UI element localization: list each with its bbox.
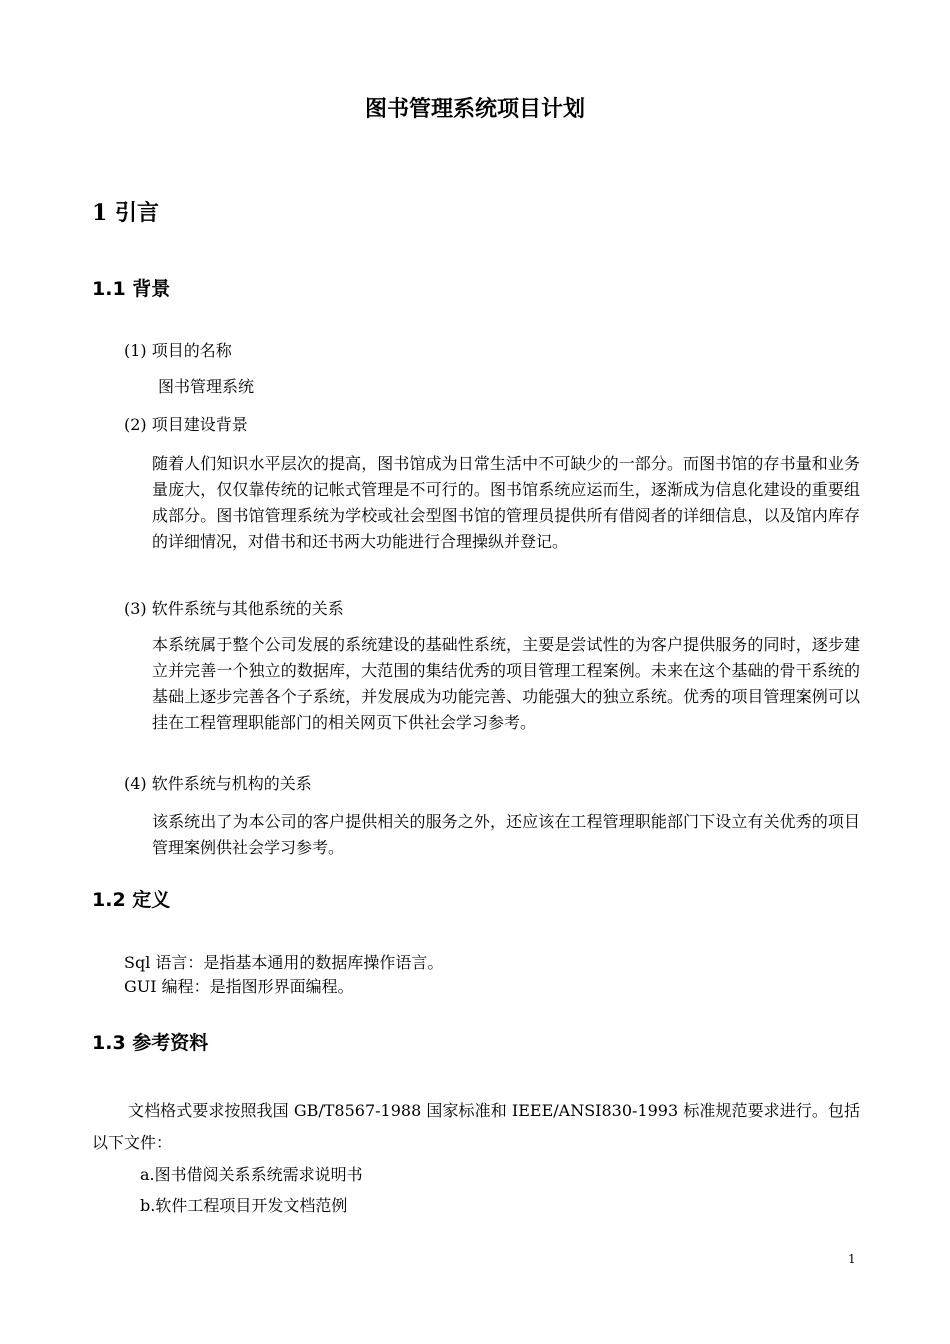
- section-heading-introduction: 1 引言: [92, 200, 159, 226]
- item-label-system-relations: (3) 软件系统与其他系统的关系: [124, 599, 344, 618]
- subsection-heading-references: 1.3 参考资料: [92, 1032, 209, 1054]
- item-text-organization-relations: 该系统出了为本公司的客户提供相关的服务之外，还应该在工程管理职能部门下设立有关优秀的项目管理案例供社会学习参考。: [152, 812, 860, 857]
- item-label-organization-relations: (4) 软件系统与机构的关系: [124, 774, 312, 793]
- subsection-heading-definitions: 1.2 定义: [92, 889, 171, 911]
- definition-gui: GUI 编程：是指图形界面编程。: [124, 977, 354, 996]
- item-text-system-relations: 本系统属于整个公司发展的系统建设的基础性系统，主要是尝试性的为客户提供服务的同时，逐步建立并完善一个独立的数据库，大范围的集结优秀的项目管理工程案例。未来在这个基础的骨干系统的基础上逐步完善各个子系统，并发展成为功能完善、功能强大的独立系统。优秀的项目管理案例可以挂在工程管理职能部门的相关网页下供社会学习参考。: [152, 635, 860, 732]
- item-text-project-background: 随着人们知识水平层次的提高，图书馆成为日常生活中不可缺少的一部分。而图书馆的存书量和业务量庞大，仅仅靠传统的记帐式管理是不可行的。图书馆系统应运而生，逐渐成为信息化建设的重要组成部分。图书馆管理系统为学校或社会型图书馆的管理员提供所有借阅者的详细信息，以及馆内库存的详细情况，对借书和还书两大功能进行合理操纵并登记。: [152, 454, 860, 551]
- item-label-project-name: (1) 项目的名称: [124, 341, 232, 360]
- page-number: 1: [848, 1252, 856, 1266]
- references-paragraph: 文档格式要求按照我国 GB/T8567-1988 国家标准和 IEEE/ANSI830-1993 标准规范要求进行。包括以下文件：: [92, 1101, 860, 1152]
- item-text-project-name: 图书管理系统: [158, 377, 255, 396]
- document-title: 图书管理系统项目计划: [364, 96, 585, 122]
- reference-item-a: a.图书借阅关系系统需求说明书: [140, 1165, 363, 1184]
- item-label-project-background: (2) 项目建设背景: [124, 415, 248, 434]
- definition-sql: Sql 语言：是指基本通用的数据库操作语言。: [124, 953, 444, 972]
- reference-item-b: b.软件工程项目开发文档范例: [140, 1196, 348, 1215]
- subsection-heading-background: 1.1 背景: [92, 278, 171, 300]
